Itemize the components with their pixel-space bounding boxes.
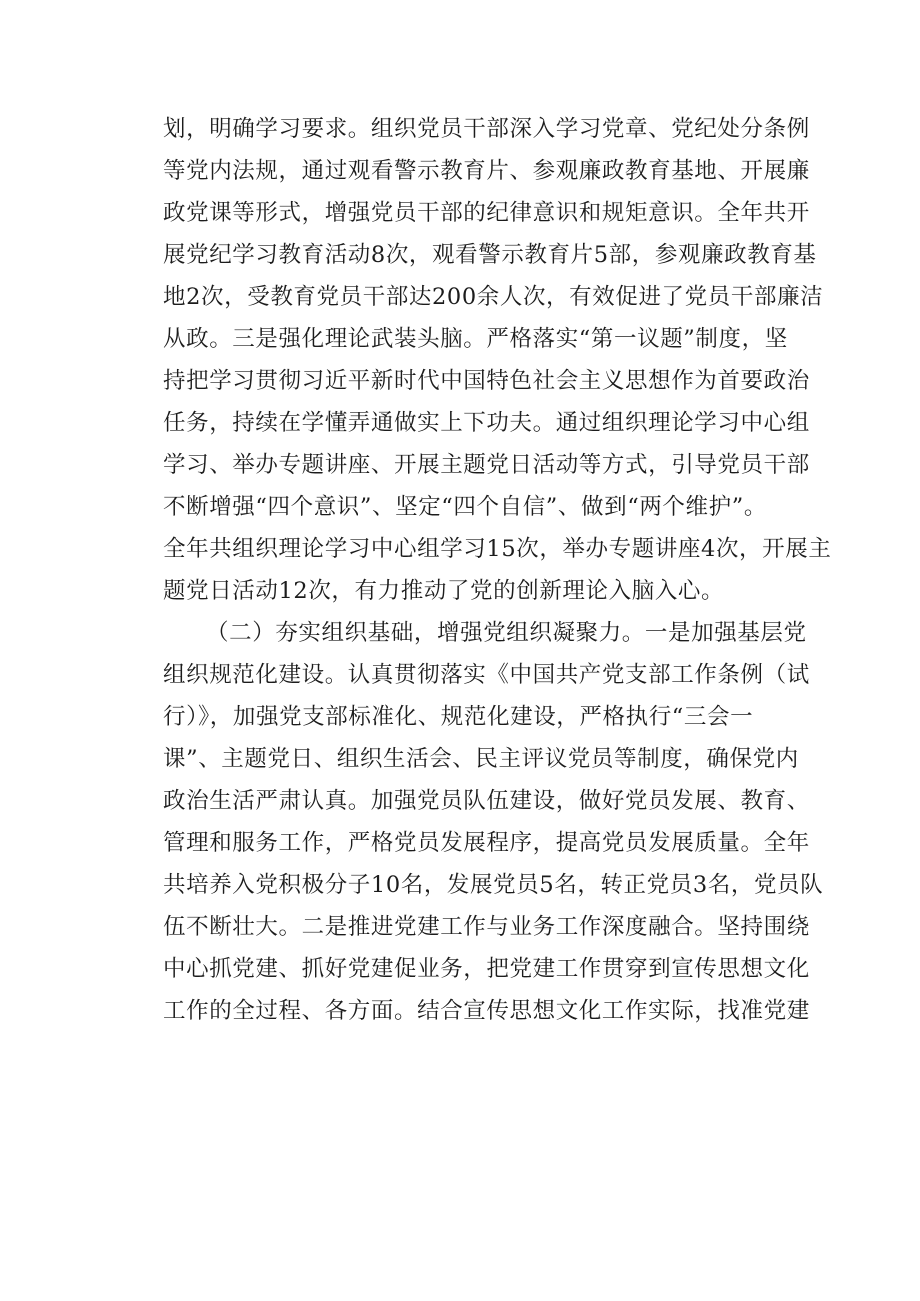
section-heading-line: （二）夯实组织基础，增强党组织凝聚力。一是加强基层党 (206, 620, 807, 646)
text-line: 伍不断壮大。二是推进党建工作与业务工作深度融合。坚持围绕 (163, 914, 810, 940)
text-line: 全年共组织理论学习中心组学习15次，举办专题讲座4次，开展主 (163, 536, 832, 562)
text-line: 共培养入党积极分子10名，发展党员5名，转正党员3名，党员队 (163, 872, 824, 898)
text-line: 组织规范化建设。认真贯彻落实《中国共产党支部工作条例（试 (163, 662, 810, 688)
text-line: 课”、主题党日、组织生活会、民主评议党员等制度，确保党内 (163, 746, 799, 772)
text-line: 划，明确学习要求。组织党员干部深入学习党章、党纪处分条例 (163, 116, 810, 142)
text-line: 题党日活动12次，有力推动了党的创新理论入脑入心。 (163, 578, 725, 604)
text-line: 政党课等形式，增强党员干部的纪律意识和规矩意识。全年共开 (163, 200, 810, 226)
text-line: 政治生活严肃认真。加强党员队伍建设，做好党员发展、教育、 (163, 788, 810, 814)
text-line: 学习、举办专题讲座、开展主题党日活动等方式，引导党员干部 (163, 452, 810, 478)
text-line: 行）》，加强党支部标准化、规范化建设，严格执行“三会一 (163, 704, 754, 730)
text-line: 不断增强“四个意识”、坚定“四个自信”、做到“两个维护”。 (163, 494, 767, 520)
text-line: 工作的全过程、各方面。结合宣传思想文化工作实际，找准党建 (163, 998, 810, 1024)
text-line: 等党内法规，通过观看警示教育片、参观廉政教育基地、开展廉 (163, 158, 810, 184)
text-line: 管理和服务工作，严格党员发展程序，提高党员发展质量。全年 (163, 830, 810, 856)
text-line: 任务，持续在学懂弄通做实上下功夫。通过组织理论学习中心组 (163, 410, 810, 436)
text-line: 展党纪学习教育活动8次，观看警示教育片5部，参观廉政教育基 (163, 242, 817, 268)
text-line: 中心抓党建、抓好党建促业务，把党建工作贯穿到宣传思想文化 (163, 956, 810, 982)
text-line: 从政。三是强化理论武装头脑。严格落实“第一议题”制度，坚 (163, 326, 788, 352)
text-line: 地2次，受教育党员干部达200余人次，有效促进了党员干部廉洁 (163, 284, 824, 310)
text-line: 持把学习贯彻习近平新时代中国特色社会主义思想作为首要政治 (163, 368, 810, 394)
